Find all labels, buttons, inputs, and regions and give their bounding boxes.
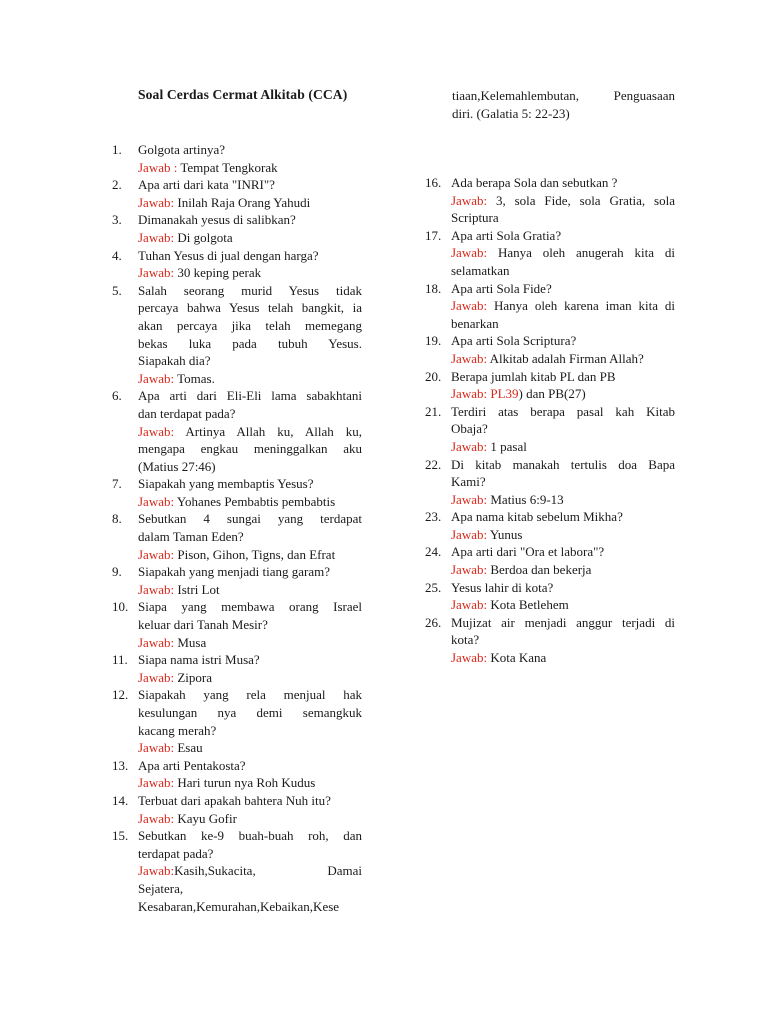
question-text bbox=[451, 456, 675, 491]
question-list-left bbox=[112, 141, 362, 915]
answer-label: Jawab: bbox=[138, 634, 175, 650]
question-number: 26. bbox=[425, 614, 442, 630]
question-number: 17. bbox=[425, 227, 442, 243]
answer-line bbox=[138, 264, 362, 282]
question-line: Siapakah yang membaptis Yesus? bbox=[138, 476, 314, 492]
question-line: dalam Taman Eden? bbox=[138, 529, 244, 545]
answer-line bbox=[451, 438, 675, 456]
question-item bbox=[112, 686, 362, 756]
answer-text: 3, sola Fide, sola Gratia, sola bbox=[487, 192, 675, 208]
answer-text: (Matius 27:46) bbox=[138, 458, 216, 474]
question-number: 25. bbox=[425, 579, 442, 595]
question-line: Terdiri atas berapa pasal kah Kitab bbox=[451, 403, 675, 419]
question-number: 20. bbox=[425, 368, 442, 384]
question-line: Apa arti Pentakosta? bbox=[138, 757, 246, 773]
question-line: Siapa yang membawa orang Israel bbox=[138, 599, 362, 615]
answer-line bbox=[138, 159, 362, 177]
answer-text: Zipora bbox=[174, 669, 213, 685]
question-text bbox=[451, 332, 675, 350]
answer-text: Kota Kana bbox=[487, 650, 547, 666]
answer-text: Tempat Tengkorak bbox=[177, 159, 278, 175]
answer-line bbox=[138, 546, 362, 564]
question-text bbox=[138, 827, 362, 862]
answer bbox=[138, 264, 362, 282]
answer-text: Yunus bbox=[487, 526, 523, 542]
answer bbox=[451, 350, 675, 368]
answer-text: Istri Lot bbox=[174, 581, 220, 597]
question-number: 3. bbox=[112, 212, 122, 228]
answer-line bbox=[451, 262, 675, 280]
question-number: 24. bbox=[425, 544, 442, 560]
answer-label: Jawab: bbox=[138, 229, 175, 245]
answer-label: Jawab: bbox=[138, 370, 175, 386]
answer-label: Jawab: bbox=[138, 669, 175, 685]
answer-text: Musa bbox=[174, 634, 207, 650]
question-number: 1. bbox=[112, 142, 122, 157]
answer-line bbox=[451, 192, 675, 210]
answer-line bbox=[138, 440, 362, 458]
question-item bbox=[112, 387, 362, 475]
answer-text: Kayu Gofir bbox=[174, 810, 237, 826]
answer-label: Jawab: bbox=[451, 438, 488, 454]
answer-label: Jawab: bbox=[138, 775, 175, 791]
question-number: 11. bbox=[112, 652, 128, 668]
answer-line bbox=[138, 370, 362, 388]
answer-text: Alkitab adalah Firman Allah? bbox=[487, 350, 644, 366]
question-number: 5. bbox=[112, 282, 122, 298]
question-line: kesulungan nya demi semangkuk bbox=[138, 705, 362, 720]
answer-label: Jawab: PL39 bbox=[451, 386, 519, 402]
answer-label: Jawab: bbox=[138, 265, 175, 281]
answer-label: Jawab: bbox=[138, 194, 175, 210]
answer-line bbox=[138, 423, 362, 441]
question-item bbox=[112, 563, 362, 598]
question-line: Sebutkan ke-9 buah-buah roh, dan bbox=[138, 828, 362, 844]
answer-line bbox=[451, 385, 675, 403]
question-number: 12. bbox=[112, 687, 129, 703]
answer-line bbox=[138, 774, 362, 792]
answer-label: Jawab: bbox=[451, 597, 488, 613]
answer-text: Kasih,Sukacita, Damai bbox=[174, 863, 362, 879]
answer-line bbox=[451, 315, 675, 333]
answer-label: Jawab: bbox=[451, 562, 488, 578]
answer-label: Jawab: bbox=[138, 423, 175, 439]
question-text bbox=[138, 387, 362, 422]
question-text bbox=[138, 176, 362, 194]
question-number: 16. bbox=[425, 175, 442, 190]
answer-text: Hanya oleh karena iman kita di bbox=[487, 298, 675, 314]
question-number: 22. bbox=[425, 456, 442, 472]
question-text bbox=[451, 508, 675, 526]
question-item bbox=[112, 651, 362, 686]
question-text bbox=[138, 475, 362, 493]
answer-label: Jawab: bbox=[451, 491, 488, 507]
question-line: dan terdapat pada? bbox=[138, 405, 236, 421]
question-line: Siapakah yang menjadi tiang garam? bbox=[138, 564, 331, 580]
answer-text: Di golgota bbox=[174, 229, 233, 245]
question-number: 14. bbox=[112, 792, 129, 808]
answer bbox=[138, 862, 362, 915]
answer-text: Artinya Allah ku, Allah ku, bbox=[174, 423, 362, 439]
question-text bbox=[138, 211, 362, 229]
answer-text: Inilah Raja Orang Yahudi bbox=[174, 194, 311, 210]
question-line: Apa arti dari Eli-Eli lama sabakhtani bbox=[138, 388, 362, 404]
answer-text: selamatkan bbox=[451, 262, 510, 278]
question-item bbox=[425, 403, 675, 456]
question-text bbox=[451, 403, 675, 438]
question-line: Apa arti Sola Scriptura? bbox=[451, 333, 577, 349]
question-line: Siapa nama istri Musa? bbox=[138, 652, 260, 668]
question-text bbox=[138, 282, 362, 370]
question-text bbox=[138, 757, 362, 775]
question-item bbox=[112, 211, 362, 246]
answer-text: 1 pasal bbox=[487, 438, 527, 454]
answer bbox=[138, 581, 362, 599]
question-text bbox=[138, 563, 362, 581]
answer-line bbox=[451, 526, 675, 544]
question-number: 8. bbox=[112, 511, 122, 527]
answer-line bbox=[451, 350, 675, 368]
answer-line bbox=[451, 561, 675, 579]
question-item bbox=[112, 247, 362, 282]
question-line: Apa arti dari "Ora et labora"? bbox=[451, 544, 605, 560]
question-item bbox=[425, 543, 675, 578]
continuation-line: tiaan,Kelemahlembutan, Penguasaan bbox=[452, 88, 675, 103]
answer-line bbox=[138, 229, 362, 247]
answer-text: benarkan bbox=[451, 315, 499, 331]
answer-line bbox=[138, 581, 362, 599]
answer-label: Jawab: bbox=[451, 350, 488, 366]
question-line: Siapakah dia? bbox=[138, 353, 211, 369]
question-line: Salah seorang murid Yesus tidak bbox=[138, 282, 362, 298]
answer-label: Jawab: bbox=[451, 526, 488, 542]
answer-line bbox=[451, 491, 675, 509]
question-line: Mujizat air menjadi anggur terjadi di bbox=[451, 614, 675, 630]
answer-line bbox=[138, 458, 362, 476]
answer bbox=[138, 423, 362, 476]
answer-line bbox=[138, 493, 362, 511]
continuation-line: diri. (Galatia 5: 22-23) bbox=[452, 105, 570, 121]
question-item bbox=[112, 176, 362, 211]
question-number: 23. bbox=[425, 509, 442, 525]
question-text bbox=[138, 792, 362, 810]
answer-text: Berdoa dan bekerja bbox=[487, 562, 592, 578]
question-line: Dimanakah yesus di salibkan? bbox=[138, 212, 296, 228]
question-number: 4. bbox=[112, 247, 122, 263]
answer bbox=[138, 229, 362, 247]
answer bbox=[138, 493, 362, 511]
question-number: 21. bbox=[425, 403, 442, 419]
question-text bbox=[451, 368, 675, 386]
answer-text: ) dan PB(27) bbox=[518, 386, 586, 402]
answer-line bbox=[451, 209, 675, 227]
answer-label: Jawab: bbox=[138, 810, 175, 826]
question-line: akan percaya jika telah memegang bbox=[138, 317, 362, 333]
question-line: keluar dari Tanah Mesir? bbox=[138, 617, 268, 633]
answer bbox=[451, 491, 675, 509]
answer-line bbox=[138, 898, 362, 916]
answer bbox=[138, 810, 362, 828]
question-text bbox=[451, 614, 675, 649]
question-number: 7. bbox=[112, 476, 122, 492]
answer-label: Jawab: bbox=[451, 192, 488, 208]
question-text bbox=[138, 247, 362, 265]
question-item bbox=[425, 579, 675, 614]
answer-text: Esau bbox=[174, 740, 203, 756]
answer bbox=[451, 297, 675, 332]
answer-text: 30 keping perak bbox=[174, 265, 262, 281]
question-text bbox=[138, 686, 362, 739]
question-line: Tuhan Yesus di jual dengan harga? bbox=[138, 247, 319, 263]
question-list-right bbox=[425, 174, 675, 667]
question-item bbox=[425, 227, 675, 280]
question-line: terdapat pada? bbox=[138, 845, 214, 861]
answer-text: Yohanes Pembabtis pembabtis bbox=[174, 493, 336, 509]
question-item bbox=[112, 827, 362, 915]
page-title: Soal Cerdas Cermat Alkitab (CCA) bbox=[138, 87, 348, 102]
question-item bbox=[425, 174, 675, 227]
answer bbox=[451, 244, 675, 279]
answer bbox=[138, 739, 362, 757]
question-line: Siapakah yang rela menjual hak bbox=[138, 687, 362, 703]
question-item bbox=[112, 757, 362, 792]
answer bbox=[138, 774, 362, 792]
answer-label: Jawab: bbox=[138, 863, 175, 879]
question-number: 9. bbox=[112, 564, 122, 580]
answer bbox=[451, 596, 675, 614]
answer-label: Jawab: bbox=[451, 650, 488, 666]
question-item bbox=[112, 475, 362, 510]
answer-label: Jawab: bbox=[451, 245, 488, 261]
question-number: 6. bbox=[112, 388, 122, 404]
answer bbox=[451, 438, 675, 456]
question-text bbox=[451, 280, 675, 298]
answer-label: Jawab: bbox=[138, 740, 175, 756]
question-item bbox=[112, 792, 362, 827]
question-text bbox=[451, 174, 675, 192]
answer bbox=[451, 385, 675, 403]
question-text bbox=[451, 227, 675, 245]
question-line: Obaja? bbox=[451, 421, 488, 437]
question-text bbox=[451, 543, 675, 561]
question-item bbox=[425, 332, 675, 367]
question-line: Ada berapa Sola dan sebutkan ? bbox=[451, 175, 618, 190]
question-item bbox=[112, 141, 362, 176]
question-number: 2. bbox=[112, 177, 122, 193]
answer bbox=[138, 546, 362, 564]
question-item bbox=[425, 456, 675, 509]
question-line: bekas luka pada tubuh Yesus. bbox=[138, 335, 362, 351]
answer-line bbox=[451, 244, 675, 262]
answer-text: Sejatera, bbox=[138, 880, 184, 896]
question-line: Yesus lahir di kota? bbox=[451, 579, 554, 595]
answer-text: Hari turun nya Roh Kudus bbox=[174, 775, 316, 791]
answer-text: Scriptura bbox=[451, 210, 499, 226]
answer-label: Jawab : bbox=[138, 159, 178, 175]
question-line: Kami? bbox=[451, 474, 486, 490]
answer-line bbox=[138, 634, 362, 652]
question-text bbox=[138, 510, 362, 545]
answer-text: Kota Betlehem bbox=[487, 597, 569, 613]
answer bbox=[138, 159, 362, 177]
question-line: Sebutkan 4 sungai yang terdapat bbox=[138, 511, 362, 527]
question-line: Apa arti dari kata "INRI"? bbox=[138, 177, 275, 193]
question-item bbox=[112, 510, 362, 563]
answer bbox=[451, 192, 675, 227]
question-text bbox=[451, 579, 675, 597]
question-line: Apa arti Sola Fide? bbox=[451, 280, 552, 296]
answer-text: Kesabaran,Kemurahan,Kebaikan,Kese bbox=[138, 898, 340, 914]
answer-label: Jawab: bbox=[138, 581, 175, 597]
question-line: Golgota artinya? bbox=[138, 142, 225, 157]
question-number: 19. bbox=[425, 333, 442, 349]
answer-line bbox=[138, 880, 362, 898]
question-line: Apa nama kitab sebelum Mikha? bbox=[451, 509, 623, 525]
answer bbox=[138, 194, 362, 212]
question-line: Terbuat dari apakah bahtera Nuh itu? bbox=[138, 792, 331, 808]
question-item bbox=[425, 368, 675, 403]
answer-line bbox=[451, 596, 675, 614]
question-item bbox=[425, 614, 675, 667]
answer-text: mengapa engkau meninggalkan aku bbox=[138, 441, 362, 457]
answer bbox=[138, 370, 362, 388]
question-line: kota? bbox=[451, 632, 480, 648]
question-number: 18. bbox=[425, 280, 442, 296]
question-item bbox=[112, 282, 362, 388]
answer-line bbox=[138, 194, 362, 212]
question-number: 13. bbox=[112, 757, 129, 773]
question-line: kacang merah? bbox=[138, 722, 217, 738]
question-item bbox=[425, 508, 675, 543]
continuation-text bbox=[452, 87, 675, 122]
answer-label: Jawab: bbox=[138, 493, 175, 509]
question-item bbox=[425, 280, 675, 333]
answer-text: Hanya oleh anugerah kita di bbox=[487, 245, 675, 261]
question-number: 15. bbox=[112, 828, 129, 844]
question-number: 10. bbox=[112, 599, 129, 615]
question-text bbox=[138, 598, 362, 633]
answer-label: Jawab: bbox=[451, 298, 488, 314]
question-text bbox=[138, 141, 362, 159]
answer-line bbox=[451, 297, 675, 315]
answer-line bbox=[138, 669, 362, 687]
answer-label: Jawab: bbox=[138, 546, 175, 562]
answer bbox=[138, 634, 362, 652]
answer bbox=[451, 526, 675, 544]
answer-text: Pison, Gihon, Tigns, dan Efrat bbox=[174, 546, 336, 562]
answer bbox=[451, 649, 675, 667]
question-line: Di kitab manakah tertulis doa Bapa bbox=[451, 456, 675, 472]
answer-text: Matius 6:9-13 bbox=[487, 491, 564, 507]
question-line: Berapa jumlah kitab PL dan PB bbox=[451, 368, 616, 384]
answer-line bbox=[451, 649, 675, 667]
question-line: percaya bahwa Yesus telah bangkit, ia bbox=[138, 300, 362, 316]
question-text bbox=[138, 651, 362, 669]
answer-text: Tomas. bbox=[174, 370, 215, 386]
question-line: Apa arti Sola Gratia? bbox=[451, 227, 562, 243]
answer-line bbox=[138, 739, 362, 757]
answer bbox=[451, 561, 675, 579]
answer bbox=[138, 669, 362, 687]
question-item bbox=[112, 598, 362, 651]
answer-line bbox=[138, 862, 362, 880]
answer-line bbox=[138, 810, 362, 828]
